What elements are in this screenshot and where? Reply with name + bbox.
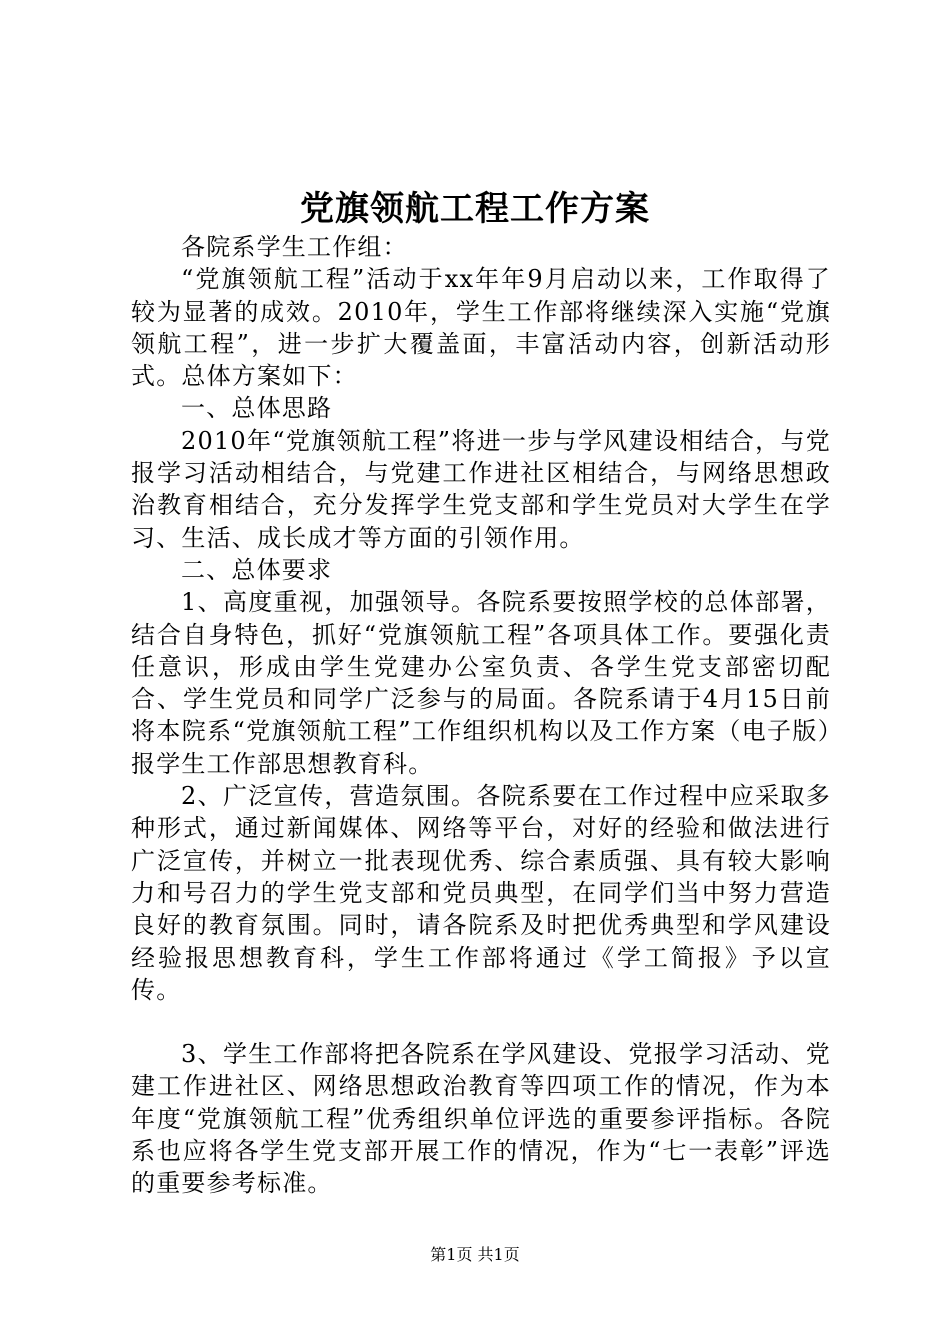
requirement-1-paragraph: 1、高度重视，加强领导。各院系要按照学校的总体部署，结合自身特色，抓好“党旗领航工程”各项具体工作。要强化责任意识，形成由学生党建办公室负责、各学生党支部密切配合、学生党员和同学广泛参与的局面。各院系请于4月15日前将本院系“党旗领航工程”工作组织机构以及工作方案（电子版）报学生工作部思想教育科。 <box>131 588 831 778</box>
overall-approach-paragraph: 2010年“党旗领航工程”将进一步与学风建设相结合，与党报学习活动相结合，与党建工作进社区相结合，与网络思想政治教育相结合，充分发挥学生党支部和学生党员对大学生在学习、生活、成长成才等方面的引领作用。 <box>131 426 831 552</box>
salutation: 各院系学生工作组： <box>181 233 408 261</box>
requirement-2-paragraph: 2、广泛宣传，营造氛围。各院系要在工作过程中应采取多种形式，通过新闻媒体、网络等平台，对好的经验和做法进行广泛宣传，并树立一批表现优秀、综合素质强、具有较大影响力和号召力的学生党支部和党员典型，在同学们当中努力营造良好的教育氛围。同时，请各院系及时把优秀典型和学风建设经验报思想教育科，学生工作部将通过《学工简报》予以宣传。 <box>131 782 831 1004</box>
document-body <box>131 231 831 1200</box>
section-heading-overall-requirements: 二、总体要求 <box>181 555 333 584</box>
page-footer: 第1页 共1页 <box>430 1245 520 1264</box>
requirement-3-paragraph: 3、学生工作部将把各院系在学风建设、党报学习活动、党建工作进社区、网络思想政治教育等四项工作的情况，作为本年度“党旗领航工程”优秀组织单位评选的重要参评指标。各院系也应将各学生党支部开展工作的情况，作为“七一表彰”评选的重要参考标准。 <box>131 1040 831 1198</box>
intro-paragraph: “党旗领航工程”活动于xx年年9月启动以来，工作取得了较为显著的成效。2010年，学生工作部将继续深入实施“党旗领航工程”，进一步扩大覆盖面，丰富活动内容，创新活动形式。总体方案如下： <box>131 265 831 391</box>
section-heading-overall-approach: 一、总体思路 <box>181 394 333 423</box>
document-title: 党旗领航工程工作方案 <box>300 189 650 229</box>
